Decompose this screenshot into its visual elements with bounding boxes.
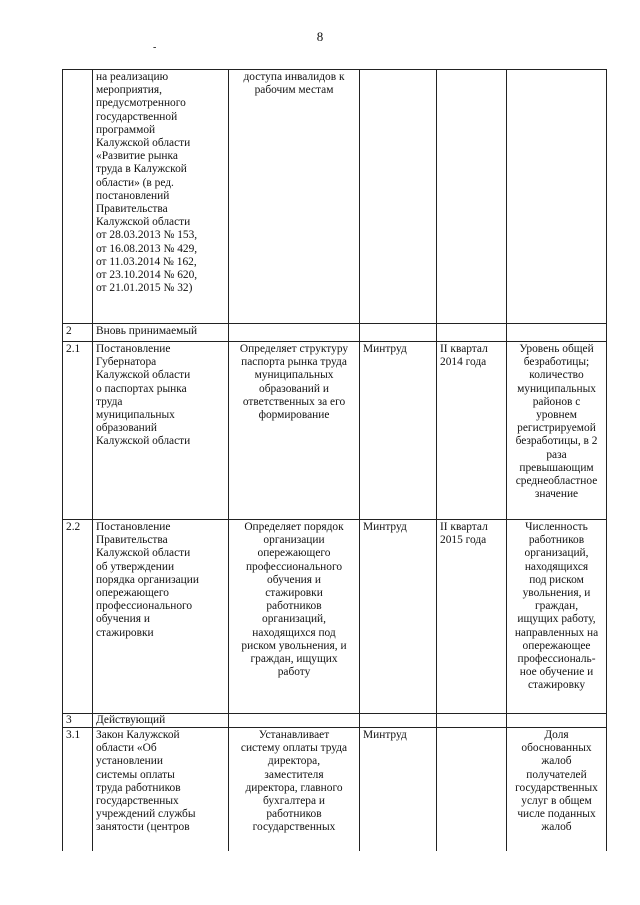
document-name-cell: на реализацию мероприятия, предусмотренного государственной программой Калужской области «Развитие рынка труда в Калужской области» (в ред. постановлений Правительства Калужской области от 28.03.2013 № 153, от 16.08.2013 № 429, от 11.03.2014 № 162, от 23.10.2014 № 620, от 21.01.2015 № 32)	[93, 70, 229, 324]
table-row	[63, 728, 607, 851]
document-name-cell: Постановление Губернатора Калужской области о паспортах рынка труда муниципальных образований Калужской области	[93, 342, 229, 520]
executor-cell	[360, 70, 437, 324]
page-number: 8	[316, 29, 324, 44]
table-row	[63, 342, 607, 520]
term-cell: II квартал 2014 года	[437, 342, 507, 520]
indicator-cell	[507, 70, 607, 324]
indicator-cell: Численность работников организаций, находящихся под риском увольнения, и граждан, ищущих работу, направленных на опережающее профессиональ- ное обучение и стажировку	[507, 520, 607, 714]
regulation-subject-cell: Определяет порядок организации опережающего профессионального обучения и стажировки работников организаций, находящихся под риском увольнения, и граждан, ищущих работу	[229, 520, 360, 714]
table-row	[63, 520, 607, 714]
regulation-subject-cell: Определяет структуру паспорта рынка труда муниципальных образований и ответственных за его формирование	[229, 342, 360, 520]
term-cell	[437, 714, 507, 728]
regulation-subject-cell	[229, 324, 360, 342]
table-row	[63, 714, 607, 728]
row-number-cell	[63, 70, 93, 324]
indicator-cell: Уровень общей безработицы; количество муниципальных районов с уровнем регистрируемой безработицы, в 2 раза превышающим среднеобластное значение	[507, 342, 607, 520]
regulation-subject-cell	[229, 714, 360, 728]
scan-mark: -	[153, 42, 157, 53]
row-number-cell: 3	[63, 714, 93, 728]
regulation-subject-cell: доступа инвалидов к рабочим местам	[229, 70, 360, 324]
row-number-cell: 2.2	[63, 520, 93, 714]
table-row	[63, 70, 607, 324]
term-cell	[437, 70, 507, 324]
indicator-cell	[507, 324, 607, 342]
executor-cell: Минтруд	[360, 342, 437, 520]
term-cell	[437, 728, 507, 851]
row-number-cell: 2.1	[63, 342, 93, 520]
executor-cell	[360, 324, 437, 342]
row-number-cell: 2	[63, 324, 93, 342]
document-name-cell: Вновь принимаемый	[93, 324, 229, 342]
regulation-subject-cell: Устанавливает систему оплаты труда директора, заместителя директора, главного бухгалтера и работников государственных	[229, 728, 360, 851]
indicator-cell: Доля обоснованных жалоб получателей государственных услуг в общем числе поданных жалоб	[507, 728, 607, 851]
regulation-table	[62, 69, 607, 851]
document-name-cell: Постановление Правительства Калужской области об утверждении порядка организации опережающего профессионального обучения и стажировки	[93, 520, 229, 714]
term-cell	[437, 324, 507, 342]
executor-cell	[360, 714, 437, 728]
row-number-cell: 3.1	[63, 728, 93, 851]
executor-cell: Минтруд	[360, 520, 437, 714]
term-cell: II квартал 2015 года	[437, 520, 507, 714]
indicator-cell	[507, 714, 607, 728]
document-name-cell: Закон Калужской области «Об установлении системы оплаты труда работников государственных учреждений службы занятости (центров	[93, 728, 229, 851]
document-name-cell: Действующий	[93, 714, 229, 728]
executor-cell: Минтруд	[360, 728, 437, 851]
table-row	[63, 324, 607, 342]
